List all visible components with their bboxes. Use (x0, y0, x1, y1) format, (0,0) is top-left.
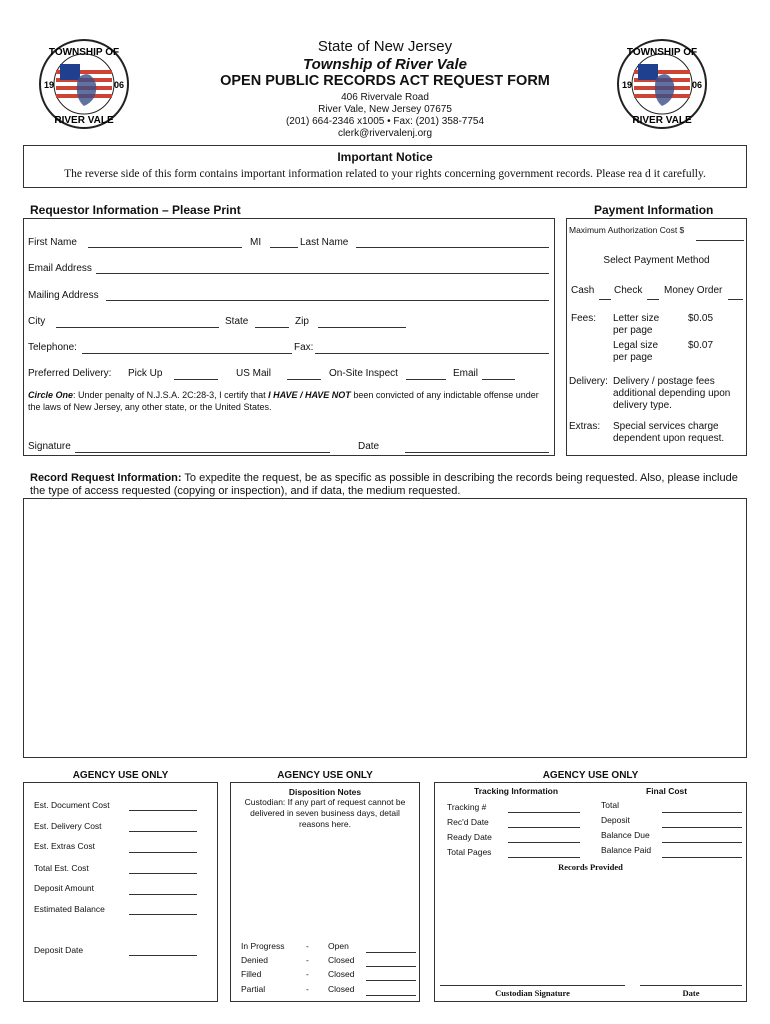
agency-heading-3: AGENCY USE ONLY (542, 770, 639, 781)
estimated-balance-field[interactable] (129, 914, 197, 915)
recd-date-field[interactable] (508, 827, 580, 828)
svg-text:TOWNSHIP OF: TOWNSHIP OF (48, 47, 120, 58)
status-denied: Denied (241, 955, 268, 965)
cert-part-a: : Under penalty of N.J.S.A. 2C:28-3, I certify that (73, 390, 269, 400)
city-label: City (28, 316, 46, 327)
notice-title: Important Notice (337, 150, 433, 164)
township-seal-right (616, 38, 708, 130)
requestor-box (23, 218, 555, 456)
telephone-label: Telephone: (28, 342, 77, 353)
email-option[interactable]: Email (453, 368, 479, 379)
check-blank[interactable] (647, 299, 659, 300)
final-total-label: Total (601, 800, 619, 810)
svg-text:06: 06 (692, 80, 703, 90)
state-field[interactable] (255, 327, 289, 328)
preferred-delivery-label: Preferred Delivery: (28, 368, 112, 379)
status-closed-3-field[interactable] (366, 995, 416, 996)
agency-heading-1: AGENCY USE ONLY (72, 770, 169, 781)
zip-label: Zip (295, 316, 309, 327)
form-title: OPEN PUBLIC RECORDS ACT REQUEST FORM (220, 73, 550, 89)
cash-option[interactable]: Cash (571, 285, 595, 296)
signature-field[interactable] (75, 452, 330, 453)
email-field[interactable] (96, 273, 549, 274)
township-title: Township of River Vale (303, 56, 467, 73)
balance-due-label: Balance Due (601, 830, 650, 840)
pickup-blank[interactable] (174, 379, 218, 380)
zip-field[interactable] (318, 327, 406, 328)
custodian-date-label: Date (682, 988, 700, 998)
final-deposit-field[interactable] (662, 827, 742, 828)
agency-heading-2: AGENCY USE ONLY (277, 770, 373, 781)
status-open-field[interactable] (366, 952, 416, 953)
last-name-label: Last Name (300, 237, 349, 248)
total-est-cost-label: Total Est. Cost (34, 863, 89, 873)
svg-text:06: 06 (114, 80, 125, 90)
requestor-heading: Requestor Information – Please Print (30, 203, 241, 217)
circle-one-label: Circle One (28, 390, 74, 400)
usmail-blank[interactable] (287, 379, 321, 380)
status-dash-3: - (306, 969, 309, 979)
final-total-field[interactable] (662, 812, 742, 813)
first-name-label: First Name (28, 237, 77, 248)
cert-part-c: been convicted of any indictable offense under the laws of New Jersey, any other state, or the United States. (28, 390, 539, 412)
svg-text:TOWNSHIP OF: TOWNSHIP OF (626, 47, 698, 58)
est-document-cost-field[interactable] (129, 810, 197, 811)
telephone-field[interactable] (82, 353, 292, 354)
city-field[interactable] (56, 327, 219, 328)
payment-heading: Payment Information (594, 203, 714, 217)
tracking-number-field[interactable] (508, 812, 580, 813)
ready-date-field[interactable] (508, 842, 580, 843)
svg-text:RIVER VALE: RIVER VALE (632, 115, 692, 126)
contact-email: clerk@rivervalenj.org (337, 128, 433, 139)
cash-blank[interactable] (599, 299, 611, 300)
letter-per-page: per page (613, 325, 653, 336)
delivery-text: Delivery / postage fees additional depending upon delivery type. (613, 376, 731, 411)
status-dash-2: - (306, 955, 309, 965)
certification-text (28, 389, 548, 413)
status-in-progress: In Progress (241, 941, 285, 951)
legal-size-label: Legal size (613, 340, 659, 351)
extras-label: Extras: (569, 421, 601, 432)
status-closed-2-field[interactable] (366, 980, 416, 981)
tracking-number-label: Tracking # (447, 802, 487, 812)
deposit-date-label: Deposit Date (34, 945, 84, 955)
custodian-signature-label: Custodian Signature (495, 988, 570, 998)
onsite-option[interactable]: On-Site Inspect (329, 368, 398, 379)
est-extras-cost-label: Est. Extras Cost (34, 841, 95, 851)
mi-field[interactable] (270, 247, 298, 248)
est-document-cost-label: Est. Document Cost (34, 800, 110, 810)
first-name-field[interactable] (88, 247, 242, 248)
important-notice-box (23, 145, 747, 188)
ready-date-label: Ready Date (447, 832, 492, 842)
township-seal-left (38, 38, 130, 130)
mailing-field[interactable] (106, 300, 549, 301)
custodian-signature-field[interactable] (440, 985, 625, 986)
records-provided-label: Records Provided (558, 862, 623, 872)
records-provided-area[interactable] (440, 874, 740, 984)
disposition-notes-title: Disposition Notes (288, 787, 362, 797)
address-line2: River Vale, New Jersey 07675 (318, 104, 452, 115)
record-request-label: Record Request Information: (30, 472, 182, 484)
onsite-blank[interactable] (406, 379, 446, 380)
letter-size-label: Letter size (613, 313, 660, 324)
status-closed-1-field[interactable] (366, 966, 416, 967)
pickup-option[interactable]: Pick Up (128, 368, 163, 379)
check-option[interactable]: Check (614, 285, 643, 296)
signature-label: Signature (28, 441, 71, 452)
fax-field[interactable] (315, 353, 549, 354)
status-partial: Partial (241, 984, 266, 994)
svg-text:19: 19 (622, 80, 633, 90)
balance-due-field[interactable] (662, 842, 742, 843)
email-blank[interactable] (482, 379, 515, 380)
legal-price: $0.07 (688, 340, 714, 351)
est-delivery-cost-label: Est. Delivery Cost (34, 821, 102, 831)
estimated-balance-label: Estimated Balance (34, 904, 105, 914)
balance-paid-label: Balance Paid (601, 845, 652, 855)
address-line1: 406 Rivervale Road (341, 92, 429, 103)
phone-fax: (201) 664-2346 x1005 • Fax: (201) 358-7754 (285, 116, 485, 127)
status-open: Open (328, 941, 349, 951)
state-title: State of New Jersey (317, 38, 453, 55)
notice-text: The reverse side of this form contains important information related to your rights concerning government records. Please rea d it carefully. (64, 168, 706, 180)
max-auth-field[interactable] (696, 240, 744, 241)
record-request-text: To expedite the request, be as specific as possible in describing the records being requested. Also, please include the type of access requested (copying or inspection), and if data, the medium requested. (30, 472, 738, 497)
total-pages-field[interactable] (508, 857, 580, 858)
svg-text:RIVER VALE: RIVER VALE (54, 115, 114, 126)
deposit-amount-field[interactable] (129, 894, 197, 895)
email-label: Email Address (28, 263, 92, 274)
final-cost-title: Final Cost (646, 786, 688, 796)
tracking-info-title: Tracking Information (474, 786, 559, 796)
fax-label: Fax: (294, 342, 314, 353)
max-auth-label: Maximum Authorization Cost $ (569, 225, 685, 235)
usmail-option[interactable]: US Mail (236, 368, 272, 379)
legal-per-page: per page (613, 352, 653, 363)
status-closed-1: Closed (328, 955, 355, 965)
deposit-amount-label: Deposit Amount (34, 883, 95, 893)
delivery-label: Delivery: (569, 376, 608, 387)
total-est-cost-field[interactable] (129, 873, 197, 874)
balance-paid-field[interactable] (662, 857, 742, 858)
recd-date-label: Rec'd Date (447, 817, 489, 827)
last-name-field[interactable] (356, 247, 549, 248)
status-closed-2: Closed (328, 969, 355, 979)
status-dash-4: - (306, 984, 309, 994)
est-extras-cost-field[interactable] (129, 852, 197, 853)
mi-label: MI (250, 237, 262, 248)
status-filled: Filled (241, 969, 262, 979)
custodian-date-field[interactable] (640, 985, 742, 986)
extras-text: Special services charge dependent upon request. (613, 421, 725, 444)
deposit-date-field[interactable] (129, 955, 197, 956)
date-field[interactable] (405, 452, 549, 453)
money-order-blank[interactable] (728, 299, 743, 300)
fees-label: Fees: (571, 313, 597, 324)
disposition-notes-text: Custodian: If any part of request cannot be delivered in seven business days, detail reasons here. (244, 797, 406, 829)
state-label: State (225, 316, 249, 327)
svg-text:19: 19 (44, 80, 55, 90)
final-deposit-label: Deposit (601, 815, 630, 825)
record-request-instructions (30, 472, 742, 498)
money-order-option[interactable]: Money Order (664, 285, 723, 296)
status-dash-1: - (306, 941, 309, 951)
total-pages-label: Total Pages (447, 847, 492, 857)
est-delivery-cost-field[interactable] (129, 831, 197, 832)
record-request-textarea[interactable] (23, 498, 747, 758)
letter-price: $0.05 (688, 313, 714, 324)
select-payment-label: Select Payment Method (603, 255, 710, 266)
status-closed-3: Closed (328, 984, 355, 994)
date-label: Date (358, 441, 380, 452)
mailing-label: Mailing Address (28, 290, 99, 301)
have-have-not-choice[interactable]: I HAVE / HAVE NOT (268, 390, 351, 400)
